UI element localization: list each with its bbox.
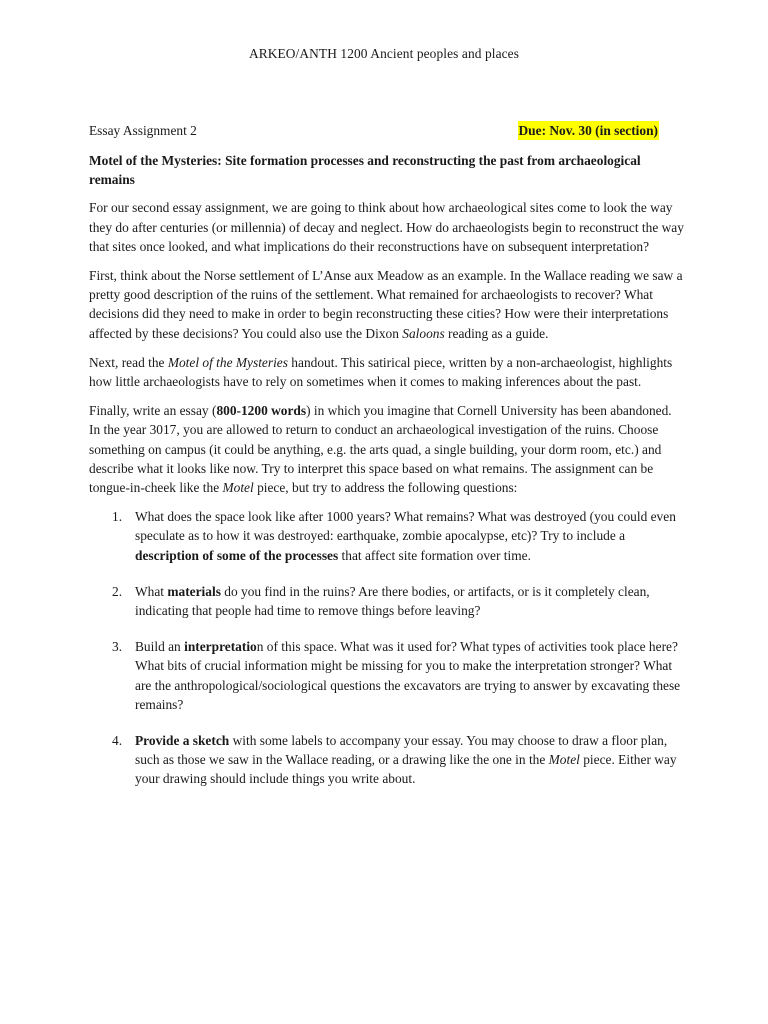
finally-paragraph-text: Finally, write an essay ( [89,403,217,419]
first-paragraph-italic: Saloons [402,325,445,341]
list-item [89,582,685,620]
finally-paragraph-middle: ) in which you imagine that Cornell University has been abandoned. In the year 3017, you are allowed to return to conduct an archaeological investigation of the ruins. Choose something on campus (it could be anything, e.g. the arts quad, a single building, your dorm room, etc.) and describe what it looks like now. Try to interpret this space based on what remains. The assignment can be tongue-in-cheek like the [89,403,672,496]
document-body [89,151,685,806]
question-text-end: piece. Either way your drawing should include things you write about. [135,752,677,787]
list-number: 2. [112,583,123,599]
list-number: 4. [112,733,123,749]
word-count-bold: 800-1200 words [216,403,307,419]
next-paragraph-text: Next, read the [89,354,168,370]
first-paragraph-text-end: reading as a guide. [444,325,549,341]
next-paragraph-italic: Motel of the Mysteries [167,354,288,370]
question-text-end: that affect site formation over time. [338,547,531,563]
finally-paragraph [89,401,685,497]
first-paragraph [89,266,685,343]
assignment-label: Essay Assignment 2 [89,123,197,138]
due-date-highlight: Due: Nov. 30 (in section) [518,121,659,140]
question-bold: Provide a sketch [135,733,230,749]
question-text: What [135,583,168,599]
next-paragraph [89,353,685,391]
question-text-end: n of this space. What was it used for? What types of activities took place here? What bits of crucial information might be missing for you to make the interpretation stronger? What are the anthropological/sociological questions the excavators are trying to answer by excavating these remains? [135,639,681,712]
next-paragraph-text-end: handout. This satirical piece, written by a non-archaeologist, highlights how little archaeologists have to rely on sometimes when it comes to making inferences about the past. [89,354,673,390]
question-list [89,507,685,788]
question-bold: materials [167,583,221,599]
question-text: What does the space look like after 1000 years? What remains? What was destroyed (you could even speculate as to how it was destroyed: earthquake, zombie apocalypse, etc)? Try to include a [135,509,676,544]
list-item [89,637,685,714]
assignment-row [89,121,659,141]
question-bold: description of some of the processes [135,547,339,563]
question-italic: Motel [548,752,580,768]
first-paragraph-text: First, think about the Norse settlement of L’Anse aux Meadow as an example. In the Wallace reading we saw a pretty good description of the ruins of the settlement. What remained for archaeologists to recover? What decisions did they need to make in order to begin reconstructing these cities? How were their interpretations affected by these decisions? You could also use the Dixon [89,268,683,341]
course-header: ARKEO/ANTH 1200 Ancient peoples and places [248,46,520,61]
question-text-middle: with some labels to accompany your essay. You may choose to draw a floor plan, such as those we saw in the Wallace reading, or a drawing like the one in the [135,733,668,768]
question-text: Build an [135,639,185,655]
list-item [89,507,685,565]
essay-title: Motel of the Mysteries: Site formation processes and reconstructing the past from archaeological remains [89,153,641,188]
intro-paragraph: For our second essay assignment, we are going to think about how archaeological sites come to look the way they do after centuries (or millennia) of decay and neglect. How do archaeologists begin to reconstruct the way that sites once looked, and what implications do their reconstructions have on subsequent interpretation? [89,200,684,254]
finally-paragraph-end: piece, but try to address the following questions: [253,480,518,496]
finally-paragraph-italic: Motel [222,480,254,496]
list-number: 1. [112,509,123,525]
list-number: 3. [112,639,123,655]
question-bold: interpretatio [184,639,257,655]
list-item [89,731,685,789]
question-text-end: do you find in the ruins? Are there bodies, or artifacts, or is it completely clean, indicating that people had time to remove things before leaving? [135,583,650,619]
